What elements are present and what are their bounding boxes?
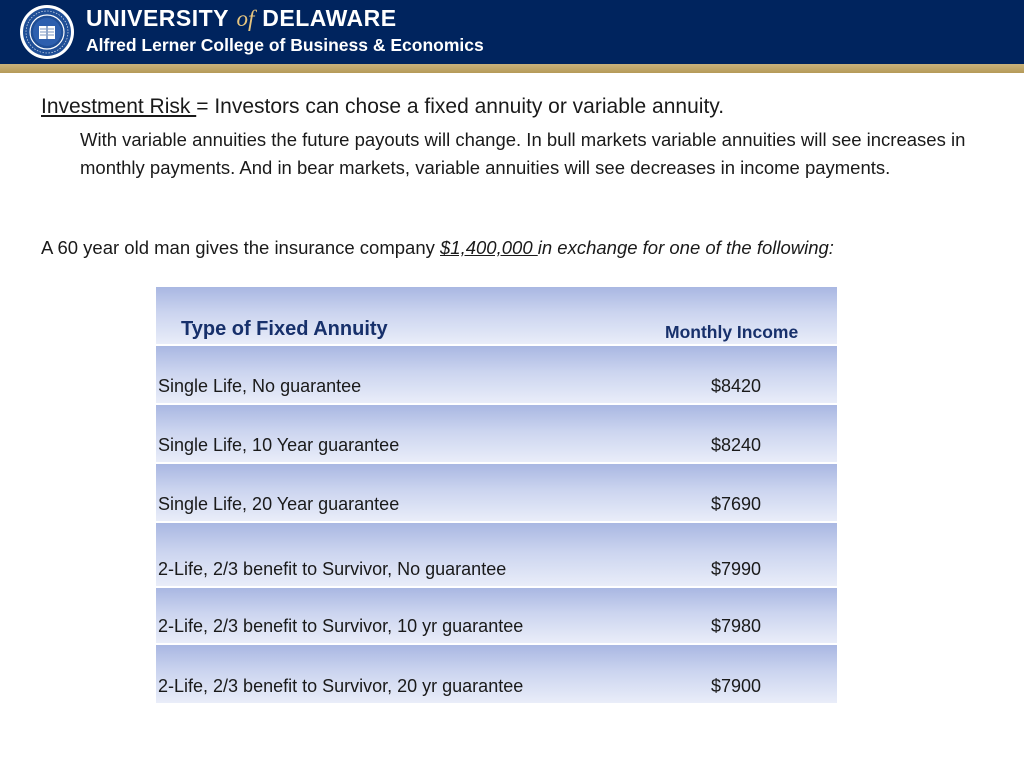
table-row — [156, 462, 837, 521]
offer-prefix: A 60 year old man gives the insurance company — [41, 237, 441, 258]
annuity-type-cell: Single Life, No guarantee — [158, 376, 362, 396]
offer-sentence — [41, 237, 834, 259]
header-banner — [0, 0, 1024, 64]
variable-annuity-paragraph: With variable annuities the future payouts will change. In bull markets variable annuities will see increases in monthly payments. And in bear markets, variable annuities will see decreases in income payments. — [80, 129, 966, 178]
monthly-income-cell: $7690 — [711, 494, 762, 514]
investment-risk-term: Investment Risk — [41, 95, 197, 118]
annuity-table — [156, 287, 837, 703]
column-header-income: Monthly Income — [665, 322, 799, 342]
annuity-type-cell: Single Life, 20 Year guarantee — [158, 494, 400, 514]
table-row — [156, 521, 837, 586]
offer-suffix: in exchange for one of the following: — [537, 237, 834, 258]
annuity-type-cell: 2-Life, 2/3 benefit to Survivor, 10 yr guarantee — [158, 616, 524, 636]
college-name: Alfred Lerner College of Business & Economics — [86, 35, 484, 55]
university-name-post: DELAWARE — [262, 5, 397, 31]
monthly-income-cell: $7990 — [711, 559, 762, 579]
university-name-of: of — [236, 6, 255, 31]
annuity-type-cell: Single Life, 10 Year guarantee — [158, 435, 400, 455]
table-row — [156, 344, 837, 403]
table-row — [156, 643, 837, 703]
table-row — [156, 403, 837, 462]
investment-risk-heading — [41, 95, 724, 119]
investment-risk-definition: = Investors can chose a fixed annuity or variable annuity. — [196, 95, 725, 118]
monthly-income-cell: $7980 — [711, 616, 762, 636]
column-header-type: Type of Fixed Annuity — [181, 318, 388, 340]
annuity-type-cell: 2-Life, 2/3 benefit to Survivor, 20 yr guarantee — [158, 676, 524, 696]
annuity-type-cell: 2-Life, 2/3 benefit to Survivor, No guarantee — [158, 559, 507, 579]
university-name-pre: UNIVERSITY — [86, 5, 229, 31]
monthly-income-cell: $8420 — [711, 376, 762, 396]
university-seal-icon — [19, 4, 75, 60]
university-name — [86, 5, 397, 32]
table-header-row — [156, 287, 837, 344]
header-gold-stripe — [0, 64, 1024, 73]
offer-amount: $1,400,000 — [440, 237, 538, 258]
monthly-income-cell: $8240 — [711, 435, 762, 455]
table-row — [156, 586, 837, 643]
monthly-income-cell: $7900 — [711, 676, 762, 696]
